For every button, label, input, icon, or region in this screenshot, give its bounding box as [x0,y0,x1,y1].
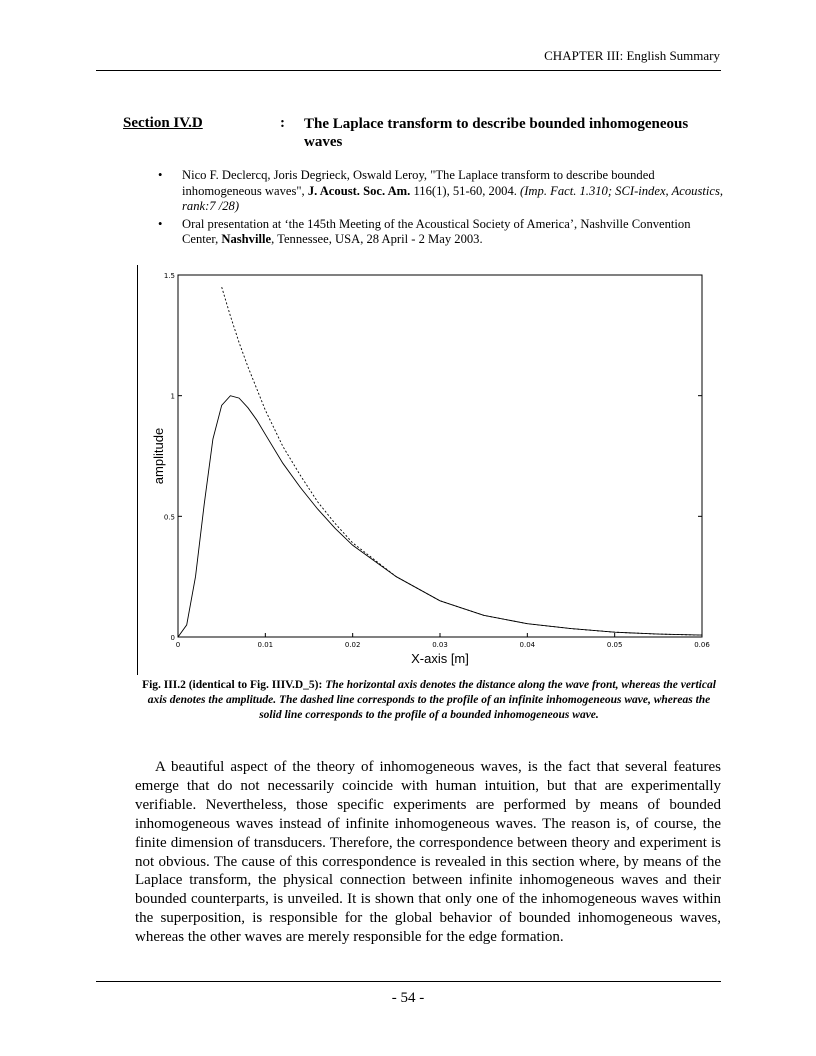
figure-caption [137,678,721,723]
publication-journal: J. Acoust. Soc. Am. [307,183,411,198]
presentation-post: , Tennessee, USA, 28 April - 2 May 2003. [271,232,483,246]
page-number: - 54 - [391,990,425,1006]
x-axis-label: X-axis [m] [411,651,469,666]
y-axis-label: amplitude [151,427,166,485]
bounded-wave-line [178,396,702,637]
publication-item-presentation [140,217,725,248]
y-tick-label: 0 [170,634,175,642]
x-tick-label: 0.05 [606,641,623,649]
y-tick-label: 0.5 [163,513,175,522]
x-tick-label: 0.02 [344,641,361,649]
axis-ticks [164,272,710,649]
x-tick-label: 0.04 [519,641,536,649]
caption-text: The horizontal axis denotes the distance along the wave front, whereas the vertical axis denotes the amplitude. The dashed line corresponds to the profile of an infinite inhomogeneous wave, whereas the solid line corresponds to the profile of a bounded inhomogeneous wave. [147,679,716,721]
x-tick-label: 0.03 [432,641,448,649]
y-tick-label: 1 [170,392,175,401]
section-label: Section IV.D [123,115,203,131]
series-group [178,287,702,637]
presentation-pre: Oral presentation at ‘the 145th Meeting of the Acoustical Society of America’, Nashville Convention Center, [182,216,691,246]
figure [137,265,721,675]
x-tick-label: 0.06 [694,641,710,649]
amplitude-chart [137,265,721,675]
plot-frame [178,275,702,637]
publication-list [140,168,725,250]
body-paragraph: A beautiful aspect of the theory of inhomogeneous waves, is the fact that several features emerge that do not necessarily coincide with human intuition, but that are experimentally verifiable. Nevertheless, those specific experiments are performed by means of bounded inhomogeneous waves instead of infinite inhomogeneous waves. The reason is, of course, the finite dimension of transducers. Therefore, the correspondence between theory and experiment is not obvious. The cause of this correspondence is revealed in this section where, by means of the Laplace transform, the physical connection between infinite inhomogeneous waves and their bounded counterparts, is unveiled. It is shown that only one of the inhomogeneous waves within the superposition, is responsible for the global behavior of bounded inhomogeneous waves, whereas the other waves are merely responsible for the edge formation. [135,759,721,946]
presentation-city: Nashville [221,232,272,246]
y-tick-label: 1.5 [163,272,175,280]
footer-rule [96,981,721,982]
running-header: CHAPTER III: English Summary [544,48,720,63]
header-rule [96,70,721,71]
caption-label: Fig. III.2 (identical to Fig. IIIV.D_5): [142,679,326,691]
publication-impact: (Imp. Fact. 1.310; SCI-index, Acoustics, rank:7 /28) [182,183,724,213]
x-tick-label: 0 [175,641,181,649]
publication-item-journal [140,168,725,215]
bullet-icon: • [158,168,163,182]
section-title: The Laplace transform to describe bounded inhomogeneous waves [304,116,689,150]
publication-ref: 116(1), 51-60, 2004. [410,183,521,198]
x-tick-label: 0.01 [257,641,274,649]
publication-authors: Nico F. Declercq, Joris Degrieck, Oswald Leroy, "The Laplace transform to describe bounded inhomogeneous waves", [182,168,655,198]
infinite-wave-line [222,287,702,635]
section-colon: : [280,115,285,131]
bullet-icon: • [158,216,163,231]
